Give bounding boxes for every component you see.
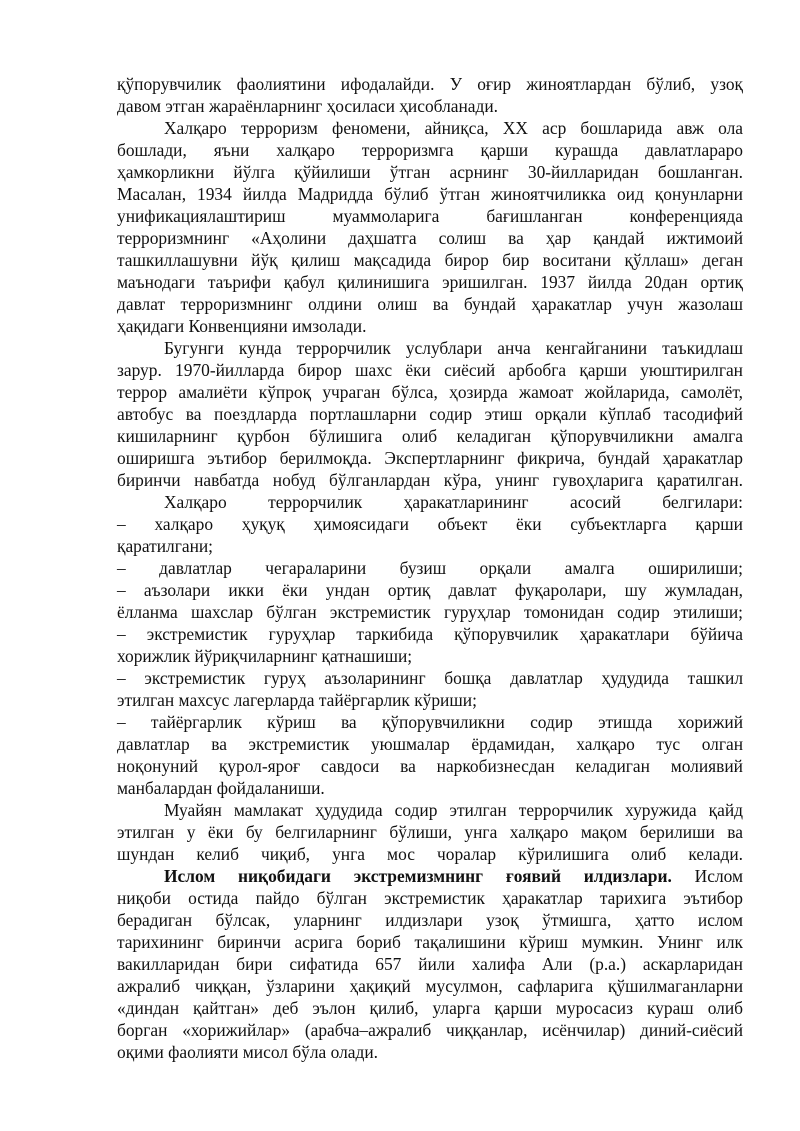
line-text: – давлатлар чегараларини бузиш орқали амалга оширилиши; bbox=[117, 558, 743, 578]
line-text: хорижлик йўриқчиларнинг қатнашиши; bbox=[117, 646, 413, 666]
line-text: Бугунги кунда террорчилик услублари анча кенгайганини таъкидлаш bbox=[164, 338, 743, 358]
line-text: – аъзолари икки ёки ундан ортиқ давлат фуқаролари, шу жумладан, bbox=[117, 580, 743, 600]
text-line bbox=[117, 469, 743, 491]
line-text: этилган у ёки бу белгиларнинг бўлиши, унга халқаро мақом берилиши ва bbox=[117, 822, 743, 842]
text-line bbox=[117, 601, 743, 623]
text-line bbox=[117, 249, 743, 271]
line-text: «диндан қайтган» деб эълон қилиб, уларга қарши муросасиз кураш олиб bbox=[117, 998, 743, 1018]
line-text: автобус ва поездларда портлашларни содир этиш орқали кўплаб тасодифий bbox=[117, 404, 743, 424]
text-line bbox=[117, 579, 743, 601]
line-text: давом этган жараёнларнинг ҳосиласи ҳисобланади. bbox=[117, 96, 498, 116]
line-text: ҳақидаги Конвенцияни имзолади. bbox=[117, 316, 367, 336]
text-line bbox=[117, 667, 743, 689]
line-text: Халқаро террорчилик ҳаракатларининг асосий белгилари: bbox=[164, 492, 743, 512]
text-line bbox=[117, 183, 743, 205]
line-text: оширишга эътибор берилмоқда. Экспертларнинг фикрича, бундай ҳаракатлар bbox=[117, 448, 743, 468]
line-text: Масалан, 1934 йилда Мадридда бўлиб ўтган жиноятчиликка оид қонунларни bbox=[117, 184, 743, 204]
line-text: этилган махсус лагерларда тайёргарлик кўриши; bbox=[117, 690, 477, 710]
text-line bbox=[117, 381, 743, 403]
text-line bbox=[117, 997, 743, 1019]
text-line bbox=[117, 139, 743, 161]
text-line bbox=[117, 535, 743, 557]
text-line bbox=[117, 931, 743, 953]
line-text: ажралиб чиққан, ўзларини ҳақиқий мусулмон, сафларига қўшилмаганларни bbox=[117, 976, 743, 996]
text-line bbox=[117, 403, 743, 425]
text-line bbox=[117, 337, 743, 359]
line-text: террор амалиёти кўпроқ учраган бўлса, ҳозирда жамоат жойларида, самолёт, bbox=[117, 382, 743, 402]
line-text: Ислом bbox=[671, 866, 743, 886]
text-line bbox=[117, 1041, 743, 1063]
line-text: давлат терроризмнинг олдини олиш ва бундай ҳаракатлар учун жазолаш bbox=[117, 294, 743, 314]
text-line bbox=[117, 733, 743, 755]
text-line bbox=[117, 821, 743, 843]
section-heading: Ислом ниқобидаги экстремизмнинг ғоявий илдизлари. bbox=[164, 866, 672, 886]
text-line bbox=[117, 205, 743, 227]
section-heading-line bbox=[117, 865, 743, 887]
line-text: ташкиллашувни йўқ қилиш мақсадида бирор бир воситани қўллаш» деган bbox=[117, 250, 743, 270]
text-line bbox=[117, 645, 743, 667]
text-line bbox=[117, 271, 743, 293]
text-line bbox=[117, 227, 743, 249]
text-line bbox=[117, 887, 743, 909]
text-line bbox=[117, 447, 743, 469]
text-line bbox=[117, 843, 743, 865]
line-text: борган «хорижийлар» (арабча–ажралиб чиққанлар, исёнчилар) диний-сиёсий bbox=[117, 1020, 743, 1040]
line-text: маънодаги таърифи қабул қилинишига эришилган. 1937 йилда 20дан ортиқ bbox=[117, 272, 743, 292]
text-line bbox=[117, 1019, 743, 1041]
line-text: тарихининг биринчи асрига бориб тақалишини кўриш мумкин. Унинг илк bbox=[117, 932, 743, 952]
line-text: – халқаро ҳуқуқ ҳимоясидаги объект ёки субъектларга қарши bbox=[117, 514, 743, 534]
line-text: кишиларнинг қурбон бўлишига олиб келадиган қўпорувчиликни амалга bbox=[117, 426, 743, 446]
text-line bbox=[117, 689, 743, 711]
line-text: Халқаро терроризм феномени, айниқса, XX аср бошларида авж ола bbox=[164, 118, 743, 138]
line-text: ноқонуний қурол-яроғ савдоси ва наркобизнесдан келадиган молиявий bbox=[117, 756, 743, 776]
text-line bbox=[117, 161, 743, 183]
line-text: берадиган бўлсак, уларнинг илдизлари узоқ ўтмишга, ҳатто ислом bbox=[117, 910, 743, 930]
line-text: – экстремистик гуруҳ аъзоларининг бошқа давлатлар ҳудудида ташкил bbox=[117, 668, 743, 688]
line-text: ёлланма шахслар бўлган экстремистик гуруҳлар томонидан содир этилиши; bbox=[117, 602, 743, 622]
line-text: вакилларидан бири сифатида 657 йили халифа Али (р.а.) аскарларидан bbox=[117, 954, 743, 974]
line-text: биринчи навбатда нобуд бўлганлардан кўра, унинг гувоҳларига қаратилган. bbox=[117, 470, 743, 490]
text-line bbox=[117, 755, 743, 777]
text-line bbox=[117, 953, 743, 975]
text-line bbox=[117, 491, 743, 513]
text-line bbox=[117, 777, 743, 799]
text-line bbox=[117, 513, 743, 535]
line-text: давлатлар ва экстремистик уюшмалар ёрдамидан, халқаро тус олган bbox=[117, 734, 743, 754]
text-line bbox=[117, 557, 743, 579]
text-line bbox=[117, 975, 743, 997]
text-line bbox=[117, 425, 743, 447]
document-page bbox=[117, 73, 743, 1063]
line-text: қаратилгани; bbox=[117, 536, 214, 556]
line-text: манбалардан фойдаланиши. bbox=[117, 778, 325, 798]
line-text: ниқоби остида пайдо бўлган экстремистик ҳаракатлар тарихига эътибор bbox=[117, 888, 743, 908]
line-text: қўпорувчилик фаолиятини ифодалайди. У оғир жиноятлардан бўлиб, узоқ bbox=[117, 74, 743, 94]
text-line bbox=[117, 95, 743, 117]
text-line bbox=[117, 623, 743, 645]
line-text: терроризмнинг «Аҳолини даҳшатга солиш ва ҳар қандай ижтимоий bbox=[117, 228, 743, 248]
text-line bbox=[117, 293, 743, 315]
line-text: оқими фаолияти мисол бўла олади. bbox=[117, 1042, 378, 1062]
line-text: – тайёргарлик кўриш ва қўпорувчиликни содир этишда хорижий bbox=[117, 712, 743, 732]
line-text: зарур. 1970-йилларда бирор шахс ёки сиёсий арбобга қарши уюштирилган bbox=[117, 360, 743, 380]
line-text: шундан келиб чиқиб, унга мос чоралар кўрилишига олиб келади. bbox=[117, 844, 743, 864]
line-text: унификациялаштириш муаммоларига бағишланган конференцияда bbox=[117, 206, 743, 226]
text-line bbox=[117, 315, 743, 337]
text-line bbox=[117, 359, 743, 381]
text-line bbox=[117, 73, 743, 95]
line-text: бошлади, яъни халқаро терроризмга қарши курашда давлатлараро bbox=[117, 140, 743, 160]
line-text: Муайян мамлакат ҳудудида содир этилган террорчилик хуружида қайд bbox=[164, 800, 743, 820]
text-line bbox=[117, 909, 743, 931]
text-line bbox=[117, 117, 743, 139]
line-text: – экстремистик гуруҳлар таркибида қўпорувчилик ҳаракатлари бўйича bbox=[117, 624, 743, 644]
text-line bbox=[117, 799, 743, 821]
line-text: ҳамкорликни йўлга қўйилиши ўтган асрнинг 30-йилларидан бошланган. bbox=[117, 162, 743, 182]
text-line bbox=[117, 711, 743, 733]
